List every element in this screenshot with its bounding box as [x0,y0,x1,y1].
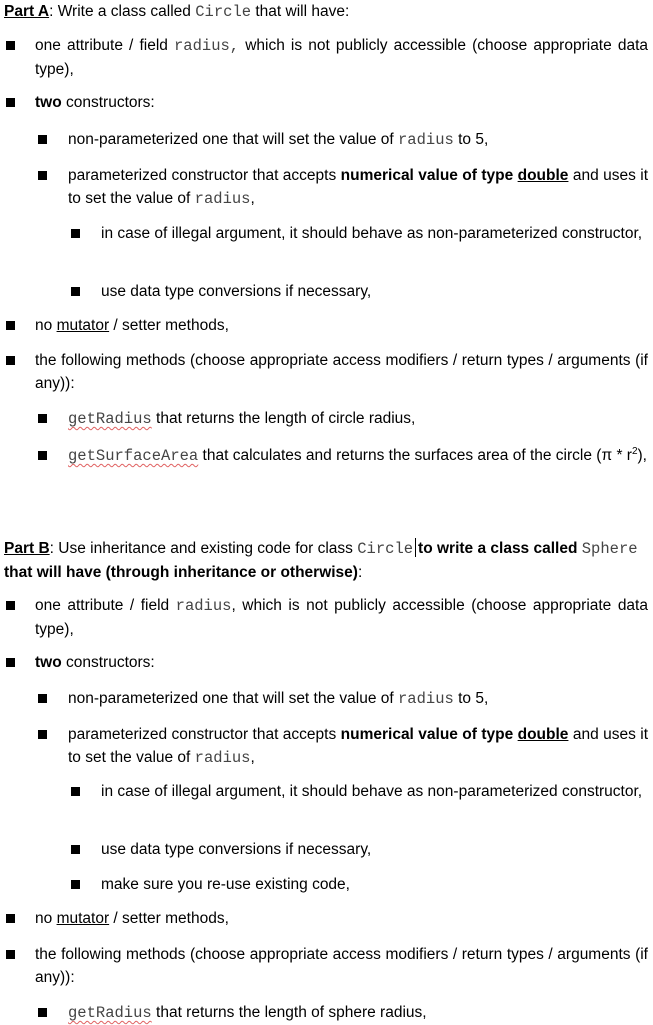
bullet-icon [6,98,15,107]
list-item: non-parameterized one that will set the value of radius to 5, [68,690,489,708]
list-item: parameterized constructor that accepts numerical value of type double and uses it to set the value of radius, [68,726,648,767]
bullet-icon [38,1008,47,1017]
get-surface-area-method: getSurfaceArea [68,447,199,465]
bullet-icon [6,41,15,50]
list-item: two constructors: [35,654,155,671]
bullet-icon [38,414,47,423]
list-item: one attribute / field radius, which is not publicly accessible (choose appropriate data type), [35,597,648,638]
part-a-heading: Part A [4,3,50,20]
get-radius-method: getRadius [68,410,152,428]
list-item: the following methods (choose appropriate access modifiers / return types / arguments (if any)): [35,352,648,392]
bullet-icon [38,694,47,703]
part-b-heading: Part B [4,540,50,557]
circle-class-name: Circle [195,3,252,21]
list-item: use data type conversions if necessary, [101,283,372,300]
list-item: the following methods (choose appropriate access modifiers / return types / arguments (if any)): [35,946,648,986]
bullet-icon [6,658,15,667]
bullet-icon [6,321,15,330]
circle-class-name: Circle [357,540,414,558]
list-item: getSurfaceArea that calculates and returns the surfaces area of the circle $(\pi * r^2)$, [68,445,647,465]
sphere-class-name: Sphere [581,540,638,558]
list-item: getRadius that returns the length of circle radius, [68,410,416,428]
list-item: non-parameterized one that will set the value of radius to 5, [68,131,489,149]
list-item: use data type conversions if necessary, [101,841,372,858]
bullet-icon [71,880,80,889]
part-a-intro: Part A: Write a class called Circle that will have: [4,3,350,21]
list-item: no mutator / setter methods, [35,910,229,927]
bullet-icon [6,914,15,923]
list-item: in case of illegal argument, it should behave as non-parameterized constructor, [101,783,643,800]
get-radius-method: getRadius [68,1004,152,1022]
list-item: one attribute / field radius, which is not publicly accessible (choose appropriate data type), [35,37,648,78]
bullet-icon [38,171,47,180]
text-cursor [415,538,416,557]
list-item: getRadius that returns the length of sphere radius, [68,1004,427,1022]
bullet-icon [38,451,47,460]
list-item: no mutator / setter methods, [35,317,229,334]
list-item: make sure you re-use existing code, [101,876,350,893]
part-b-intro: Part B: Use inheritance and existing code for class Circle to write a class called Sphere that will have (through inheritance or otherwise): [4,540,638,581]
list-item: in case of illegal argument, it should behave as non-parameterized constructor, [101,225,643,242]
bullet-icon [38,135,47,144]
bullet-icon [38,730,47,739]
list-item: parameterized constructor that accepts numerical value of type double and uses it to set the value of radius, [68,167,648,208]
bullet-icon [71,287,80,296]
list-item: two constructors: [35,94,155,111]
bullet-icon [6,356,15,365]
bullet-icon [71,845,80,854]
bullet-icon [71,787,80,796]
bullet-icon [6,601,15,610]
bullet-icon [6,950,15,959]
bullet-icon [71,229,80,238]
